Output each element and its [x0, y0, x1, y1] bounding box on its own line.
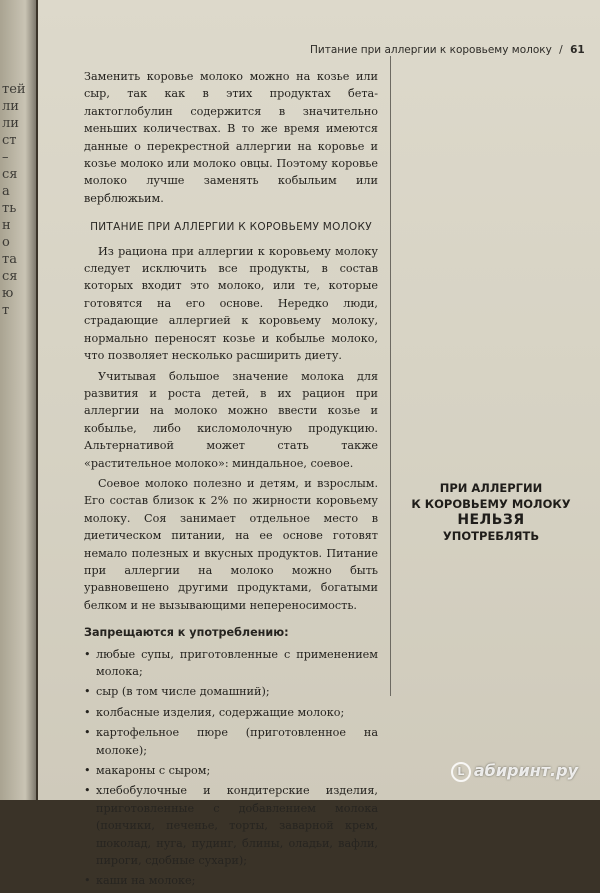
intro-paragraph: Заменить коровье молоко можно на козье или сыр, так как в этих продуктах бета-лактоглобулин содержится в значительно меньших количествах. В то же время имеются данные о перекрестной аллергии на коровье и козье молоко или молоко овцы. Поэтому коровье молоко лучше заменять кобыльим или верблюжьим.	[84, 70, 378, 205]
forbidden-foods-list	[84, 646, 378, 890]
sidebar-line-1: ПРИ АЛЛЕРГИИ	[439, 481, 543, 495]
header-separator: /	[559, 44, 563, 56]
body-paragraph-3: Соевое молоко полезно и детям, и взрослым. Его состав близок к 2% по жирности коровьему молоку. Соя занимает отдельное место в диетическом питании, на ее основе готовят немало полезных и вкусных продуктов. Питание при аллергии на молоко можно быть уравновешено другими продуктами, богатыми белком и не вызывающими непереносимость.	[84, 476, 378, 612]
left-page-text-fragment: ть	[2, 201, 17, 216]
left-page-text-fragment: ся	[2, 167, 18, 182]
list-item: • картофельное пюре (приготовленное на молоке);	[84, 726, 378, 757]
bullet-icon: •	[84, 685, 91, 699]
sidebar-line-4: УПОТРЕБЛЯТЬ	[442, 529, 540, 543]
list-item: • макароны с сыром;	[84, 762, 378, 779]
body-paragraph-1: Из рациона при аллергии к коровьему молоку следует исключить все продукты, в состав которых входит это молоко, или те, которые готовятся на его основе. Нередко люди, страдающие аллергией к коровьему молоку, нормально переносят козье и кобылье молоко, что позволяет несколько расширить диету.	[84, 244, 378, 363]
labirint-logo-icon: L	[451, 762, 471, 782]
left-page-text-fragment: ли	[2, 116, 19, 131]
main-text-column	[84, 68, 378, 893]
running-header	[310, 44, 585, 56]
list-item: • каши на молоке;	[84, 872, 378, 889]
left-page-text-fragment: ю	[2, 286, 14, 301]
bullet-icon: •	[84, 764, 91, 778]
bullet-icon: •	[84, 784, 91, 798]
list-item: • колбасные изделия, содержащие молоко;	[84, 704, 378, 721]
left-page-text-fragment: ся	[2, 269, 18, 284]
left-page-edge	[0, 0, 36, 800]
bullet-icon: •	[84, 874, 91, 888]
left-page-text-fragment: о	[2, 235, 10, 250]
watermark-text: абиринт.ру	[473, 761, 578, 780]
left-page-text-fragment: –	[2, 150, 9, 165]
left-page-text-fragment: ли	[2, 99, 19, 114]
list-item: • хлебобулочные и кондитерские изделия, приготовленные с добавлением молока (пончики, печенье, торты, заварной крем, шоколад, нуга, пудинг, блины, оладьи, вафли, пироги, сдобные сухари);	[84, 784, 378, 868]
list-item: • сыр (в том числе домашний);	[84, 683, 378, 700]
bullet-icon: •	[84, 647, 91, 661]
sidebar-line-3: НЕЛЬЗЯ	[457, 512, 525, 528]
left-page-text-fragment: та	[2, 252, 17, 267]
sidebar-callout	[406, 480, 576, 544]
bullet-icon: •	[84, 726, 91, 740]
sidebar-line-2: К КОРОВЬЕМУ МОЛОКУ	[411, 497, 571, 511]
running-title: Питание при аллергии к коровьему молоку	[310, 44, 552, 56]
left-page-text-fragment: ст	[2, 133, 17, 148]
body-paragraph-2: Учитывая большое значение молока для развития и роста детей, в их рацион при аллергии на молоко можно ввести козье и кобылье, либо кисломолочную продукцию. Альтернативой может стать также «растительное молоко»: миндальное, соевое.	[84, 369, 378, 470]
left-page-text-fragment: т	[2, 303, 10, 318]
column-divider	[390, 56, 391, 696]
book-page	[38, 0, 600, 888]
list-item: • любые супы, приготовленные с применением молока;	[84, 647, 378, 678]
bullet-icon: •	[84, 705, 91, 719]
list-heading: Запрещаются к употреблению:	[84, 626, 289, 640]
left-page-text-fragment: тей	[2, 82, 26, 97]
section-title: ПИТАНИЕ ПРИ АЛЛЕРГИИ К КОРОВЬЕМУ МОЛОКУ	[90, 221, 372, 234]
page-number: 61	[570, 44, 585, 56]
left-page-text-fragment: н	[2, 218, 11, 233]
watermark	[451, 761, 578, 782]
left-page-text-fragment: а	[2, 184, 10, 199]
